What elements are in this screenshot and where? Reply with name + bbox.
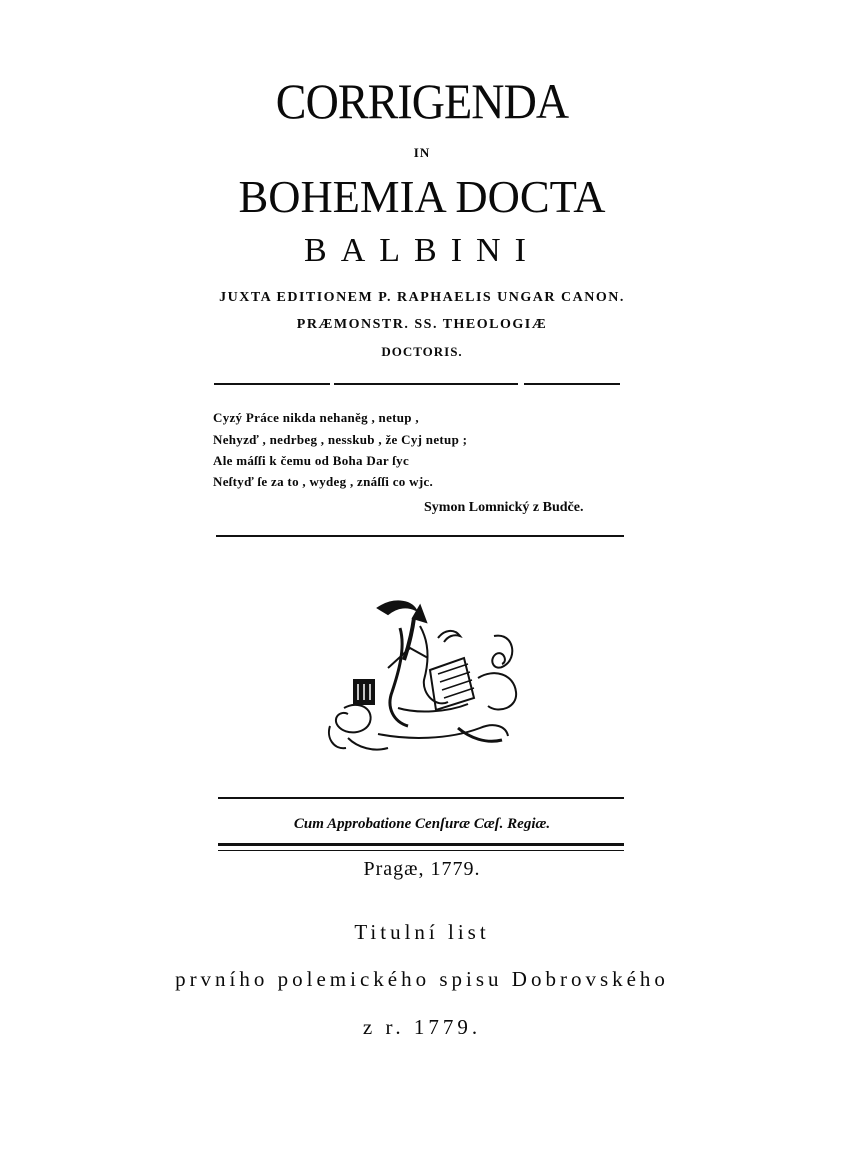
edition-line-2: PRÆMONSTR. SS. THEOLOGIÆ: [296, 317, 548, 332]
verse-line: Neſtyď ſe za to , wydeg , znáſſi co wjc.: [213, 474, 434, 489]
verse-line: Nehyzď , nedrbeg , nesskub , že Cyj netup ;: [213, 432, 468, 447]
approbation-bottom-rule-thin: [218, 850, 624, 851]
allegorical-vignette-icon: [318, 588, 538, 768]
edition-line-3: DOCTORIS.: [381, 344, 463, 359]
book-title: CORRIGENDA: [275, 73, 569, 129]
caption-title: Titulní list: [354, 920, 490, 944]
approbation-bottom-rule: [218, 843, 624, 846]
upper-divider-left: [214, 383, 330, 385]
verse-line: Ale máſſi k čemu od Boha Dar ſyc: [213, 453, 410, 468]
upper-divider-right: [524, 383, 620, 385]
caption-description: prvního polemického spisu Dobrovského: [175, 967, 669, 991]
verse-line: Cyzý Práce nikda nehaněg , netup ,: [213, 410, 419, 425]
edition-line-1: JUXTA EDITIONEM P. RAPHAELIS UNGAR CANON.: [219, 290, 625, 305]
verse-author: Symon Lomnický z Budče.: [424, 500, 584, 515]
upper-divider-mid: [334, 383, 518, 385]
caption-year: z r. 1779.: [362, 1015, 482, 1039]
approbation-top-rule: [218, 797, 624, 799]
imprint: Pragæ, 1779.: [363, 858, 481, 880]
author-name: BALBINI: [304, 232, 540, 269]
approbation-note: Cum Approbatione Cenſuræ Cæſ. Regiæ.: [293, 816, 551, 832]
in-word: IN: [413, 145, 431, 160]
book-subtitle: BOHEMIA DOCTA: [238, 171, 606, 222]
verse-divider: [216, 535, 624, 537]
